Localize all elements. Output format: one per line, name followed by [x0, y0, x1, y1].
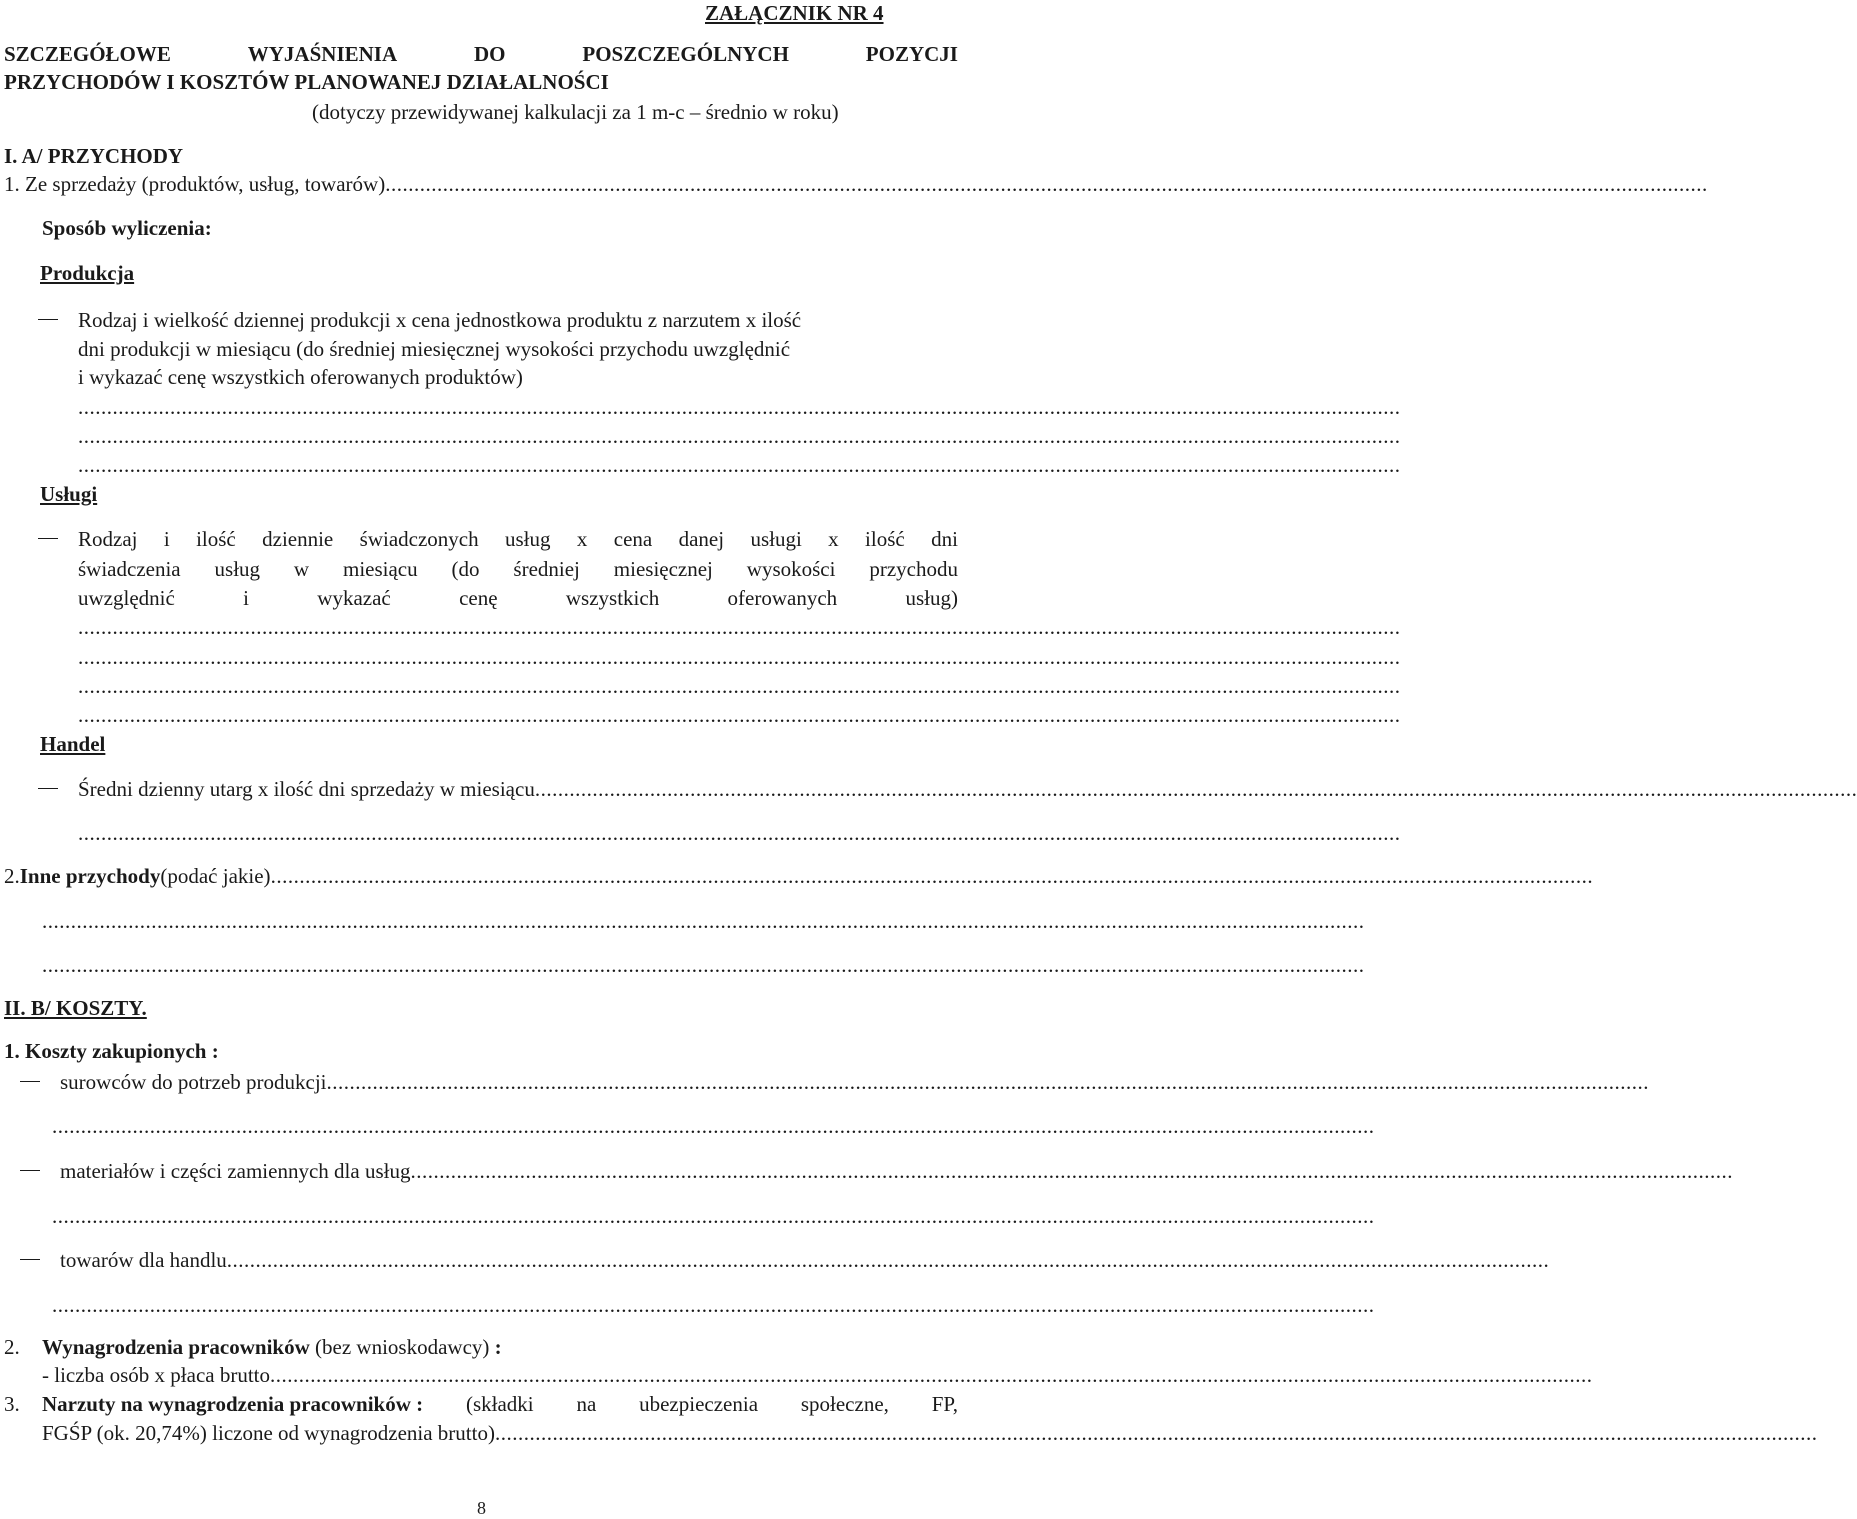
services-desc-line2: świadczenia usług w miesiącu (do średniej miesięcznej wysokości przychodu — [78, 557, 958, 581]
fill-line: ...................................................................................................................................................................................................................................... — [78, 703, 1401, 727]
document-title-line1: SZCZEGÓŁOWE WYJAŚNIENIA DO POSZCZEGÓLNYCH POZYCJI — [4, 42, 958, 66]
document-title-line2: PRZYCHODÓW I KOSZTÓW PLANOWANEJ DZIAŁALNOŚCI — [4, 70, 609, 94]
cost-item-2: 2. Wynagrodzenia pracowników (bez wnioskodawcy) : — [4, 1335, 502, 1359]
page-number: 8 — [477, 1498, 486, 1518]
section-b-heading: II. B/ KOSZTY. — [4, 996, 147, 1020]
bullet-dash — [38, 538, 58, 539]
service-materials-line: materiałów i części zamiennych dla usług ...................................................................................................................................................................................................................................... — [60, 1159, 1733, 1183]
trade-goods-line: towarów dla handlu ...................................................................................................................................................................................................................................... — [60, 1248, 1550, 1272]
fill-line: ...................................................................................................................................................................................................................................... — [78, 821, 1401, 845]
trade-label: Handel — [40, 732, 106, 756]
production-desc-line3: i wykazać cenę wszystkich oferowanych produktów) — [78, 365, 523, 389]
cost-item-1: 1. Koszty zakupionych : — [4, 1039, 219, 1063]
production-desc-line2: dni produkcji w miesiącu (do średniej miesięcznej wysokości przychodu uwzględnić — [78, 337, 791, 361]
cost-item-3-line1: Narzuty na wynagrodzenia pracowników : (składki na ubezpieczenia społeczne, FP, — [42, 1392, 958, 1416]
fill-line: ...................................................................................................................................................................................................................................... — [78, 674, 1401, 698]
fill-line: ...................................................................................................................................................................................................................................... — [42, 909, 1365, 933]
production-desc-line1: Rodzaj i wielkość dziennej produkcji x cena jednostkowa produktu z narzutem x ilość — [78, 308, 802, 332]
bullet-dash — [20, 1081, 40, 1082]
income-item-2: 2. Inne przychody (podać jakie) ...................................................................................................................................................................................................................................... — [4, 864, 1594, 888]
services-desc-line3: uwzględnić i wykazać cenę wszystkich oferowanych usług) — [78, 586, 958, 610]
attachment-label: ZAŁĄCZNIK NR 4 — [705, 1, 884, 25]
bullet-dash — [20, 1259, 40, 1260]
bullet-dash — [38, 788, 58, 789]
fill-line: ...................................................................................................................................................................................................................................... — [78, 395, 1401, 419]
section-a-heading: I. A/ PRZYCHODY — [4, 144, 184, 168]
fill-line: ...................................................................................................................................................................................................................................... — [52, 1204, 1375, 1228]
fill-line: ...................................................................................................................................................................................................................................... — [78, 453, 1401, 477]
bullet-dash — [20, 1170, 40, 1171]
cost-item-3-number: 3. — [4, 1392, 20, 1416]
gross-pay-line: - liczba osób x płaca brutto ...................................................................................................................................................................................................................................... — [42, 1363, 1593, 1387]
cost-item-3-line2: FGŚP (ok. 20,74%) liczone od wynagrodzenia brutto) ...................................................................................................................................................................................................................................... — [42, 1421, 1818, 1445]
bullet-dash — [38, 319, 58, 320]
fill-line: ...................................................................................................................................................................................................................................... — [52, 1293, 1375, 1317]
document-subtitle: (dotyczy przewidywanej kalkulacji za 1 m-c – średnio w roku) — [312, 100, 839, 124]
production-label: Produkcja — [40, 261, 135, 285]
trade-desc-line1: Średni dzienny utarg x ilość dni sprzedaży w miesiącu ...................................................................................................................................................................................................................................... — [78, 777, 1857, 801]
services-label: Usługi — [40, 482, 98, 506]
income-item-1: 1. Ze sprzedaży (produktów, usług, towarów) ...................................................................................................................................................................................................................................... — [4, 172, 1708, 196]
raw-materials-line: surowców do potrzeb produkcji ...................................................................................................................................................................................................................................... — [60, 1070, 1650, 1094]
fill-line: ...................................................................................................................................................................................................................................... — [42, 953, 1365, 977]
fill-line: ...................................................................................................................................................................................................................................... — [78, 615, 1401, 639]
fill-line: ...................................................................................................................................................................................................................................... — [78, 645, 1401, 669]
fill-line: ...................................................................................................................................................................................................................................... — [78, 424, 1401, 448]
calculation-method-label: Sposób wyliczenia: — [42, 216, 212, 240]
services-desc-line1: Rodzaj i ilość dziennie świadczonych usług x cena danej usługi x ilość dni — [78, 527, 958, 551]
fill-line: ...................................................................................................................................................................................................................................... — [52, 1114, 1375, 1138]
